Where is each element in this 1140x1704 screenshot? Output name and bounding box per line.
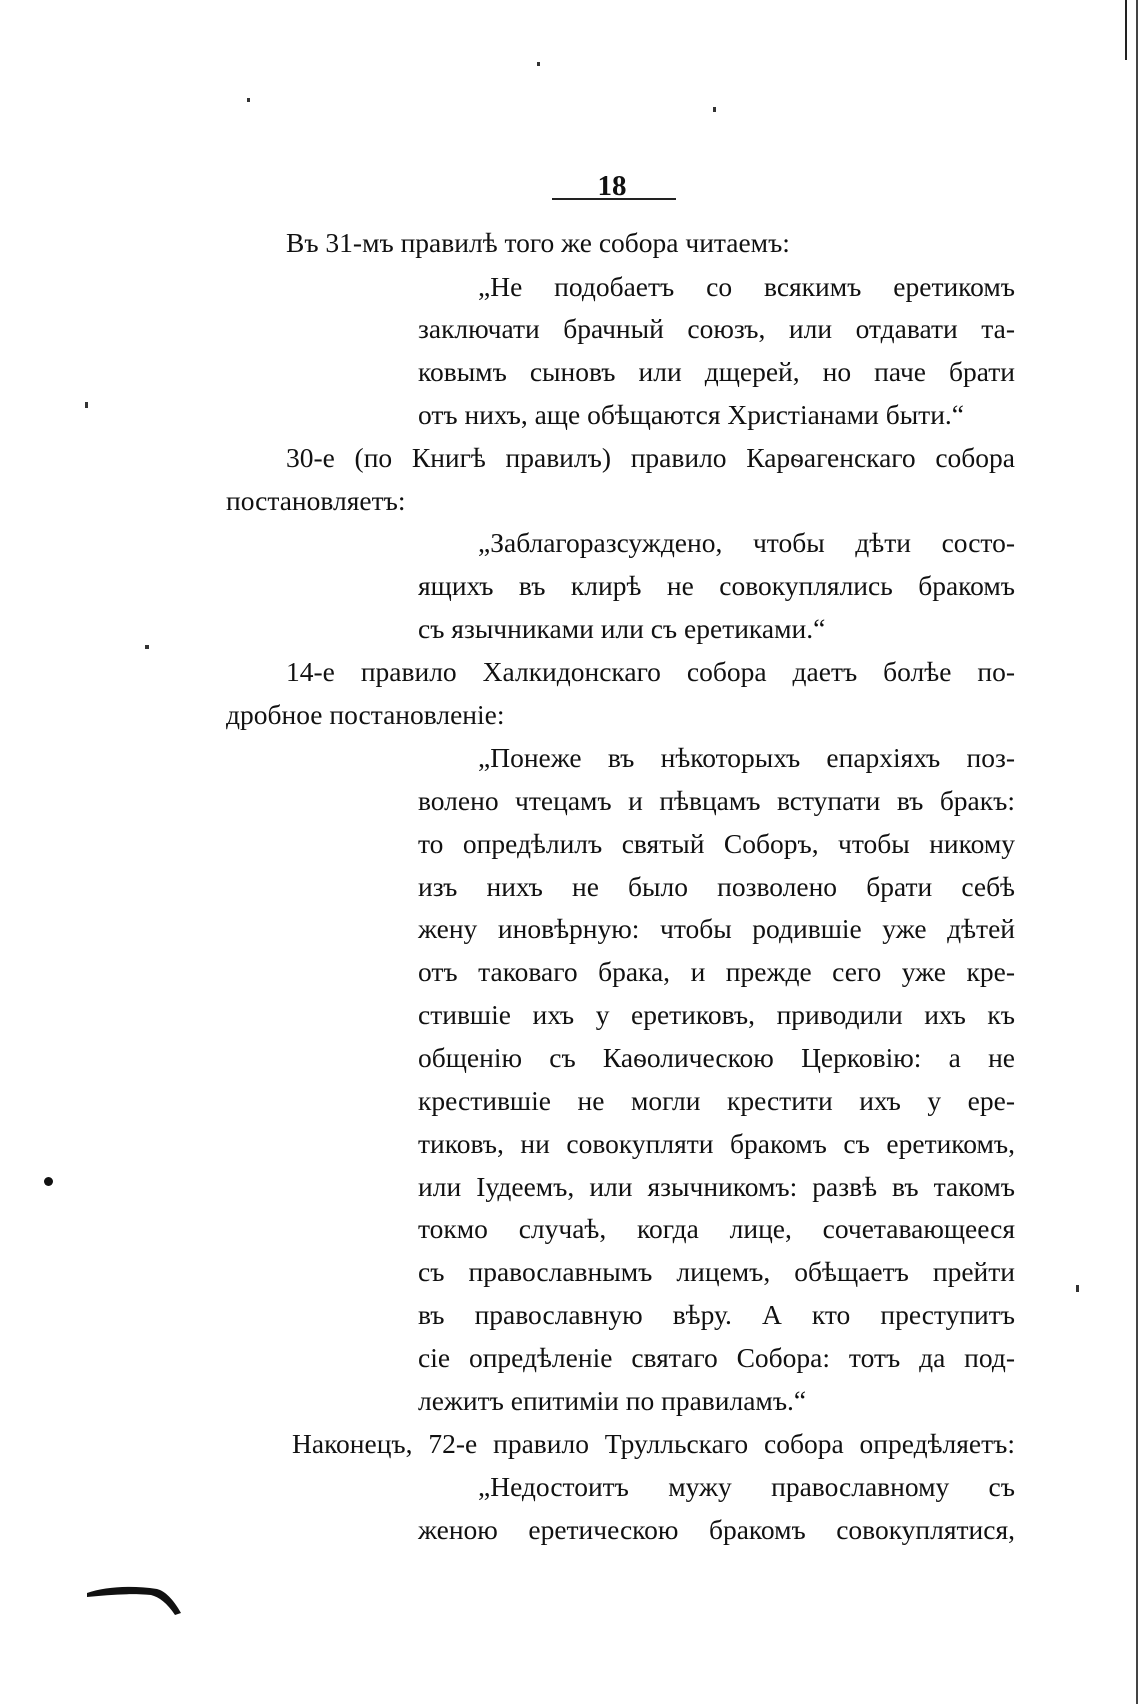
quote-line: заключати брачный союзъ, или отдавати та- [418, 313, 1015, 344]
text-line: постановляетъ: [226, 485, 406, 516]
quote-line: общенію съ Каѳолическою Церковію: а не [418, 1042, 1015, 1073]
quote-line: стившіе ихъ у еретиковъ, приводили ихъ къ [418, 999, 1015, 1030]
ink-speck [537, 62, 540, 66]
ink-speck [145, 645, 149, 649]
quote-line: или Іудеемъ, или язычникомъ: развѣ въ такомъ [418, 1171, 1015, 1202]
quote-line: „Понеже въ нѣкоторыхъ епархіяхъ поз- [478, 742, 1015, 773]
quote-line: ящихъ въ клирѣ не совокуплялись бракомъ [418, 570, 1015, 601]
quote-line: съ язычниками или съ еретиками.“ [418, 613, 826, 644]
page-number: 18 [597, 170, 627, 202]
ink-speck [85, 402, 88, 408]
ink-stroke-mark [85, 1573, 185, 1618]
quote-line: ковымъ сыновъ или дщерей, но паче брати [418, 356, 1015, 387]
ink-dot [44, 1177, 53, 1186]
quote-line: въ православную вѣру. А кто преступитъ [418, 1299, 1015, 1330]
quote-line: съ православнымъ лицемъ, обѣщаетъ прейти [418, 1256, 1015, 1287]
quote-line: отъ нихъ, аще обѣщаются Христіанами быти.“ [418, 399, 964, 430]
quote-line: токмо случаѣ, когда лице, сочетавающееся [418, 1213, 1015, 1244]
quote-line: то опредѣлилъ святый Соборъ, чтобы никому [418, 828, 1015, 859]
quote-line: жену иновѣрную: чтобы родившіе уже дѣтей [418, 913, 1015, 944]
text-line: 14-е правило Халкидонскаго собора даетъ болѣе по- [286, 656, 1015, 687]
quote-line: сіе опредѣленіе святаго Собора: тотъ да под- [418, 1342, 1015, 1373]
quote-line: „Заблагоразсуждено, чтобы дѣти состо- [478, 527, 1015, 558]
quote-line: лежитъ епитиміи по правиламъ.“ [418, 1385, 807, 1416]
quote-line: отъ таковаго брака, и прежде сего уже кре- [418, 956, 1015, 987]
ink-speck [713, 107, 716, 112]
ink-speck [247, 98, 250, 102]
quote-line: тиковъ, ни совокупляти бракомъ съ еретикомъ, [418, 1128, 1015, 1159]
quote-line: „Недостоитъ мужу православному съ [478, 1471, 1015, 1502]
text-line: Наконецъ, 72-е правило Трулльскаго собора опредѣляетъ: [292, 1428, 1015, 1459]
ink-speck [1076, 1285, 1079, 1292]
text-line: дробное постановленіе: [226, 699, 505, 730]
text-line: Въ 31-мъ правилѣ того же собора читаемъ: [286, 227, 790, 258]
scan-edge-line [1136, 0, 1138, 1704]
quote-line: изъ нихъ не было позволено брати себѣ [418, 871, 1015, 902]
page-number-rule [552, 198, 676, 200]
text-line: 30-е (по Книгѣ правилъ) правило Карѳагенскаго собора [286, 442, 1015, 473]
quote-line: „Не подобаетъ со всякимъ еретикомъ [478, 271, 1015, 302]
scan-edge-line [1125, 0, 1127, 60]
quote-line: женою еретическою бракомъ совокуплятися, [418, 1514, 1015, 1545]
quote-line: волено чтецамъ и пѣвцамъ вступати въ бракъ: [418, 785, 1015, 816]
quote-line: крестившіе не могли крестити ихъ у ере- [418, 1085, 1015, 1116]
